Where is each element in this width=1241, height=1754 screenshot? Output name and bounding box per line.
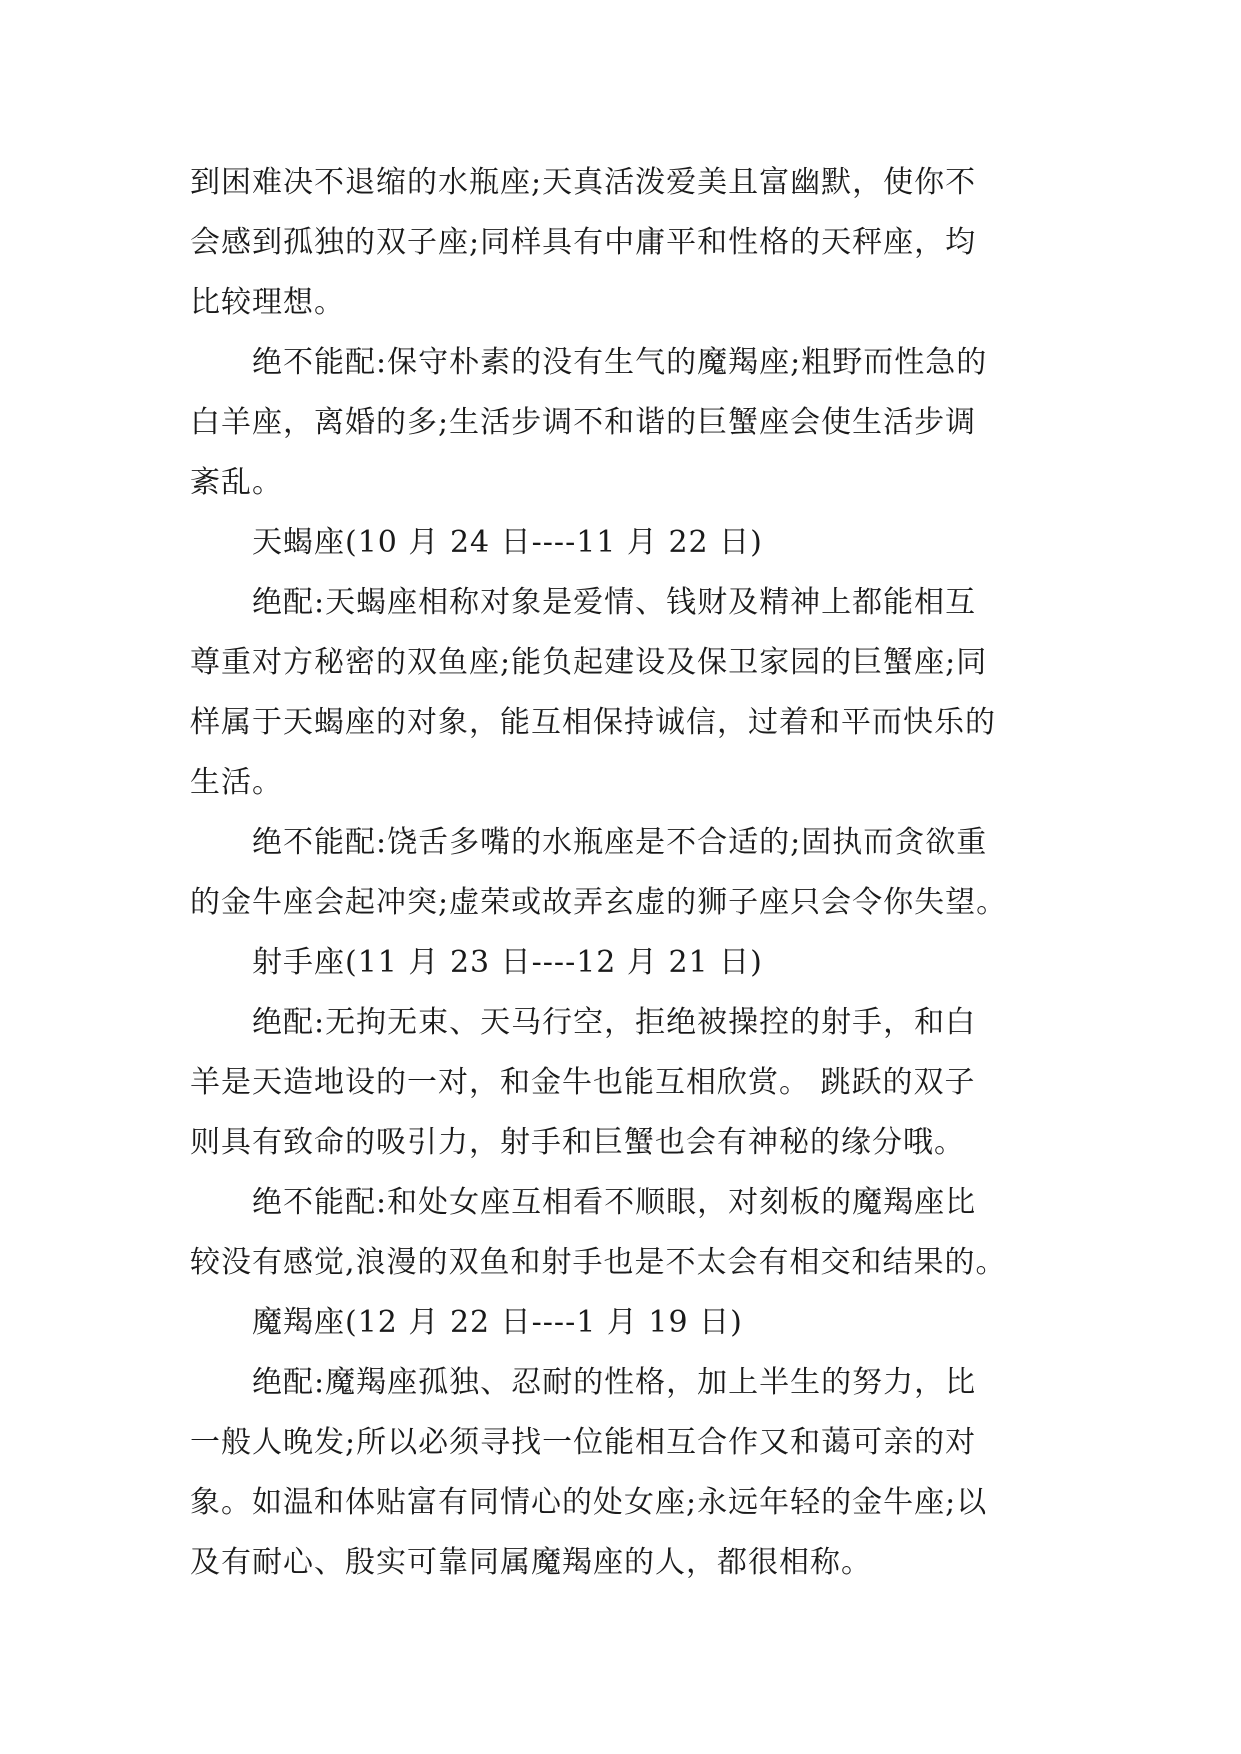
text-line: 绝不能配:和处女座互相看不顺眼，对刻板的魔羯座比 [252,1185,977,1220]
section-heading-scorpio: 天蝎座(10 月 24 日----11 月 22 日) [252,525,763,560]
text-line: 样属于天蝎座的对象，能互相保持诚信，过着和平而快乐的 [190,705,996,740]
text-line: 白羊座，离婚的多;生活步调不和谐的巨蟹座会使生活步调 [190,405,977,440]
text-line: 绝不能配:饶舌多嘴的水瓶座是不合适的;固执而贪欲重 [252,825,988,860]
text-line: 会感到孤独的双子座;同样具有中庸平和性格的天秤座，均 [190,225,977,260]
text-line: 羊是天造地设的一对，和金牛也能互相欣赏。 跳跃的双子 [190,1065,976,1100]
text-line: 绝配:天蝎座相称对象是爱情、钱财及精神上都能相互 [252,585,977,620]
text-line: 比较理想。 [190,285,345,320]
text-line: 绝不能配:保守朴素的没有生气的魔羯座;粗野而性急的 [252,345,988,380]
section-heading-capricorn: 魔羯座(12 月 22 日----1 月 19 日) [252,1305,743,1340]
section-heading-sagittarius: 射手座(11 月 23 日----12 月 21 日) [252,945,763,980]
text-line: 到困难决不退缩的水瓶座;天真活泼爱美且富幽默，使你不 [190,165,977,200]
text-line: 一般人晚发;所以必须寻找一位能相互合作又和蔼可亲的对 [190,1425,977,1460]
text-line: 的金牛座会起冲突;虚荣或故弄玄虚的狮子座只会令你失望。 [190,885,1008,920]
text-line: 象。如温和体贴富有同情心的处女座;永远年轻的金牛座;以 [190,1485,988,1520]
text-line: 尊重对方秘密的双鱼座;能负起建设及保卫家园的巨蟹座;同 [190,645,988,680]
text-line: 绝配:无拘无束、天马行空，拒绝被操控的射手，和白 [252,1005,977,1040]
text-line: 及有耐心、殷实可靠同属魔羯座的人，都很相称。 [190,1545,872,1580]
text-line: 紊乱。 [190,465,283,500]
text-line: 则具有致命的吸引力，射手和巨蟹也会有神秘的缘分哦。 [190,1125,965,1160]
text-line: 生活。 [190,765,283,800]
text-line: 绝配:魔羯座孤独、忍耐的性格，加上半生的努力，比 [252,1365,977,1400]
body-text [190,157,1060,1597]
text-line: 较没有感觉,浪漫的双鱼和射手也是不太会有相交和结果的。 [190,1245,1007,1280]
